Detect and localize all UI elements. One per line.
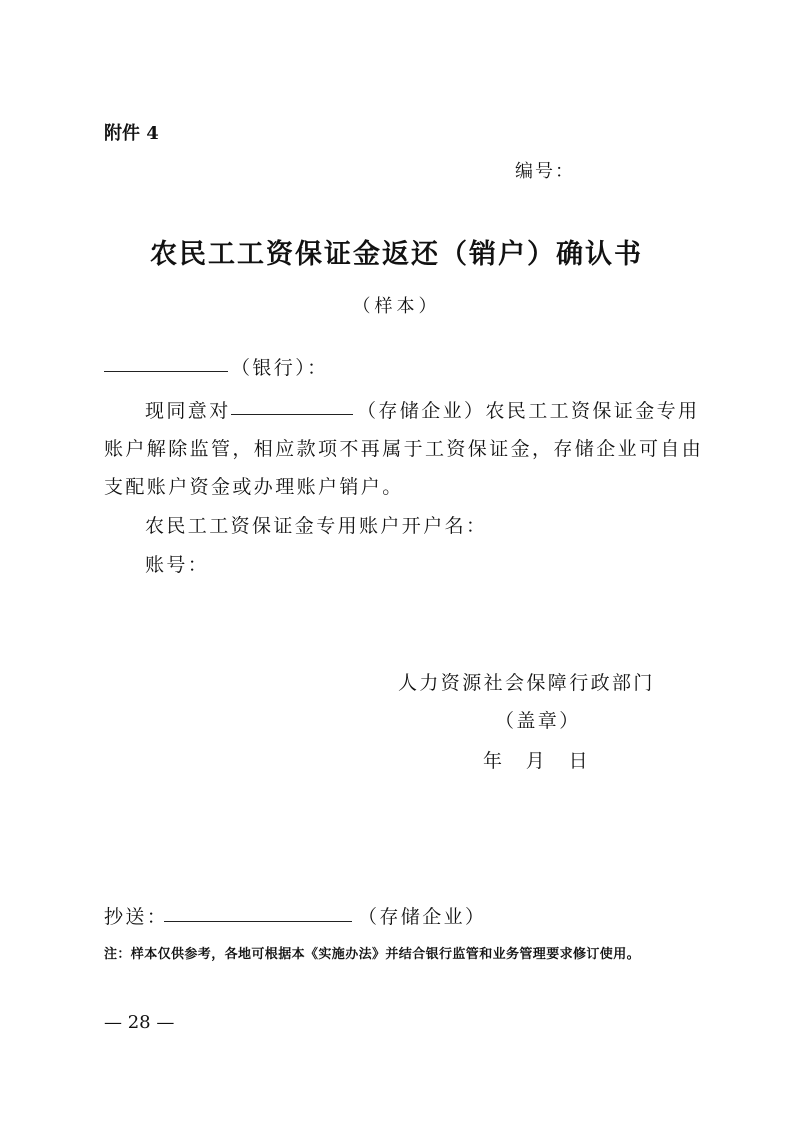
document-subtitle: （样本） — [352, 296, 441, 317]
bank-label: （银行）： — [231, 357, 329, 379]
attachment-label: 附件 4 — [104, 123, 159, 144]
cc-label: 抄送： — [104, 906, 169, 928]
document-title: 农民工工资保证金返还（销户）确认书 — [150, 239, 643, 270]
document-number-label: 编号： — [515, 161, 575, 182]
seal-label: （盖章） — [495, 710, 581, 732]
cc-blank-line — [164, 921, 352, 922]
paragraph-1-line-2: 账户解除监管，相应款项不再属于工资保证金，存储企业可自由 — [104, 438, 704, 460]
account-name-label: 农民工工资保证金专用账户开户名： — [145, 515, 488, 537]
paragraph-1-line-3: 支配账户资金或办理账户销户。 — [104, 476, 404, 498]
paragraph-1-end: （存储企业）农民工工资保证金专用 — [357, 400, 700, 422]
footnote: 注：样本仅供参考，各地可根据本《实施办法》并结合银行监管和业务管理要求修订使用。 — [104, 947, 641, 962]
date-label: 年 月 日 — [483, 750, 591, 772]
company-blank-line — [231, 414, 353, 415]
paragraph-1-start: 现同意对 — [145, 400, 231, 422]
signing-department: 人力资源社会保障行政部门 — [398, 672, 655, 694]
page-number: — 28 — — [104, 1012, 175, 1033]
cc-company-label: （存储企业） — [358, 906, 487, 928]
account-number-label: 账号： — [145, 554, 210, 576]
bank-blank-line — [104, 371, 228, 372]
